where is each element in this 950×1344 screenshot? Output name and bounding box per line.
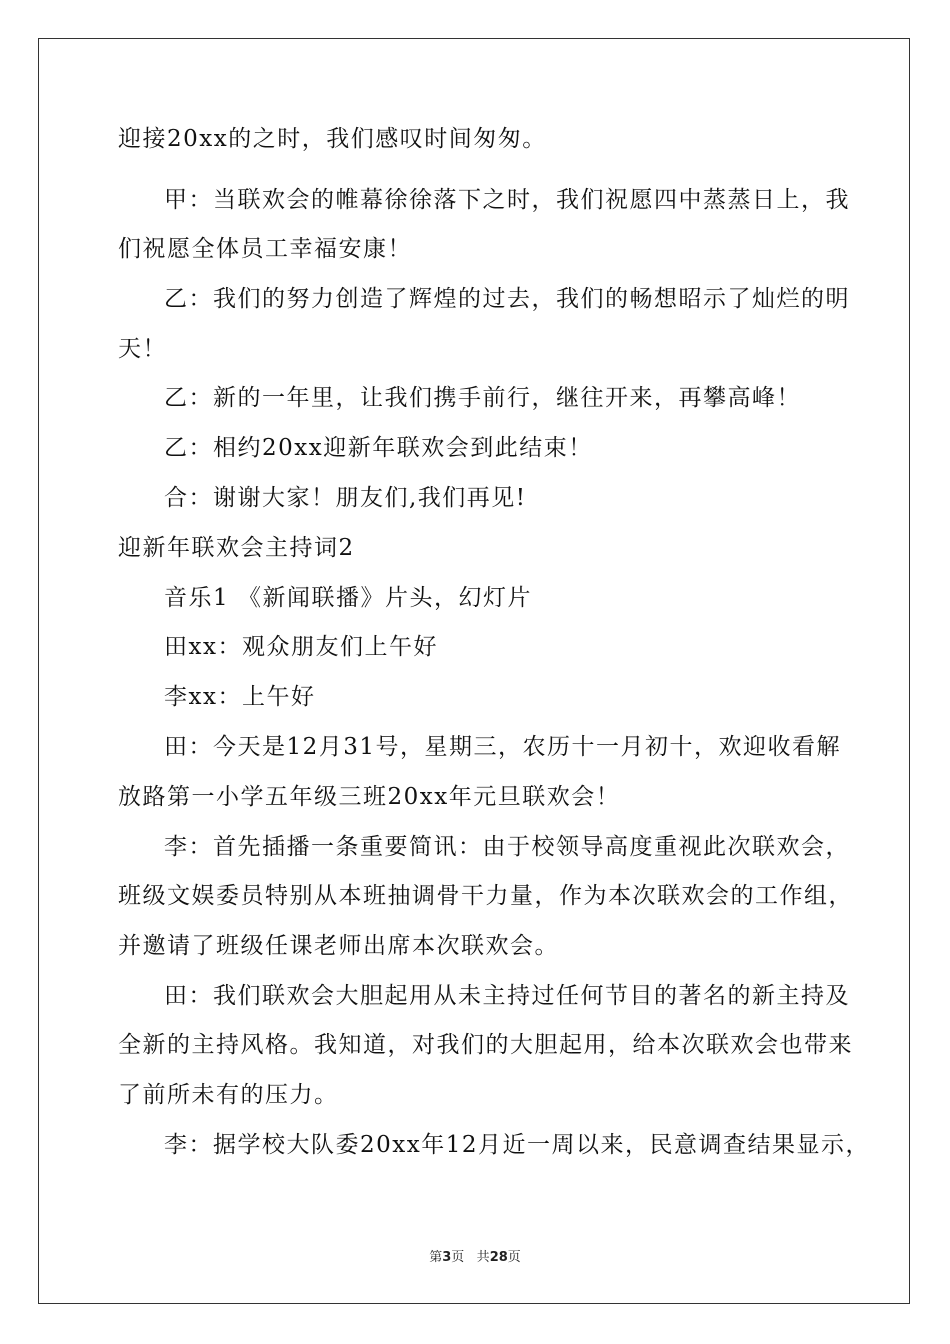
text-line: 李xx：上午好 (164, 684, 316, 710)
text-line: 田xx：观众朋友们上午好 (164, 634, 438, 660)
text-line: 李：首先插播一条重要简讯：由于校领导高度重视此次联欢会， (164, 834, 850, 860)
text-line: 并邀请了班级任课老师出席本次联欢会。 (118, 933, 559, 959)
text-line: 乙：相约20xx迎新年联欢会到此结束！ (164, 435, 593, 461)
footer-page-number: 3 (442, 1250, 452, 1265)
text-line: 音乐1 《新闻联播》片头，幻灯片 (164, 585, 532, 611)
text-line: 田：今天是12月31号，星期三，农历十一月初十，欢迎收看解 (164, 734, 842, 760)
text-line: 合：谢谢大家！朋友们,我们再见! (164, 485, 527, 511)
text-line: 乙：新的一年里，让我们携手前行，继往开来，再攀高峰！ (164, 385, 801, 411)
text-line: 们祝愿全体员工幸福安康！ (118, 236, 412, 262)
footer-page-prefix: 第 (429, 1250, 443, 1265)
text-line: 乙：我们的努力创造了辉煌的过去，我们的畅想昭示了灿烂的明 (164, 286, 850, 312)
footer-total-pages: 28 (489, 1250, 508, 1265)
text-line: 全新的主持风格。我知道，对我们的大胆起用，给本次联欢会也带来 (118, 1032, 853, 1058)
footer-page-suffix: 页 (451, 1250, 465, 1265)
text-line: 田：我们联欢会大胆起用从未主持过任何节目的著名的新主持及 (164, 983, 850, 1009)
text-line: 班级文娱委员特别从本班抽调骨干力量，作为本次联欢会的工作组， (118, 883, 853, 909)
section-heading: 迎新年联欢会主持词2 (118, 535, 355, 561)
text-line: 迎接20xx的之时，我们感叹时间匆匆。 (118, 126, 547, 152)
text-line: 甲：当联欢会的帷幕徐徐落下之时，我们祝愿四中蒸蒸日上，我 (164, 187, 850, 213)
footer-total-suffix: 页 (507, 1250, 521, 1265)
page-border (38, 38, 910, 1304)
text-line: 放路第一小学五年级三班20xx年元旦联欢会！ (118, 784, 621, 810)
text-line: 李：据学校大队委20xx年12月近一周以来，民意调查结果显示， (164, 1132, 870, 1158)
text-line: 了前所未有的压力。 (118, 1082, 339, 1108)
footer-total-prefix: 共 (476, 1250, 490, 1265)
page-footer (0, 1246, 950, 1265)
text-line: 天！ (118, 336, 167, 362)
